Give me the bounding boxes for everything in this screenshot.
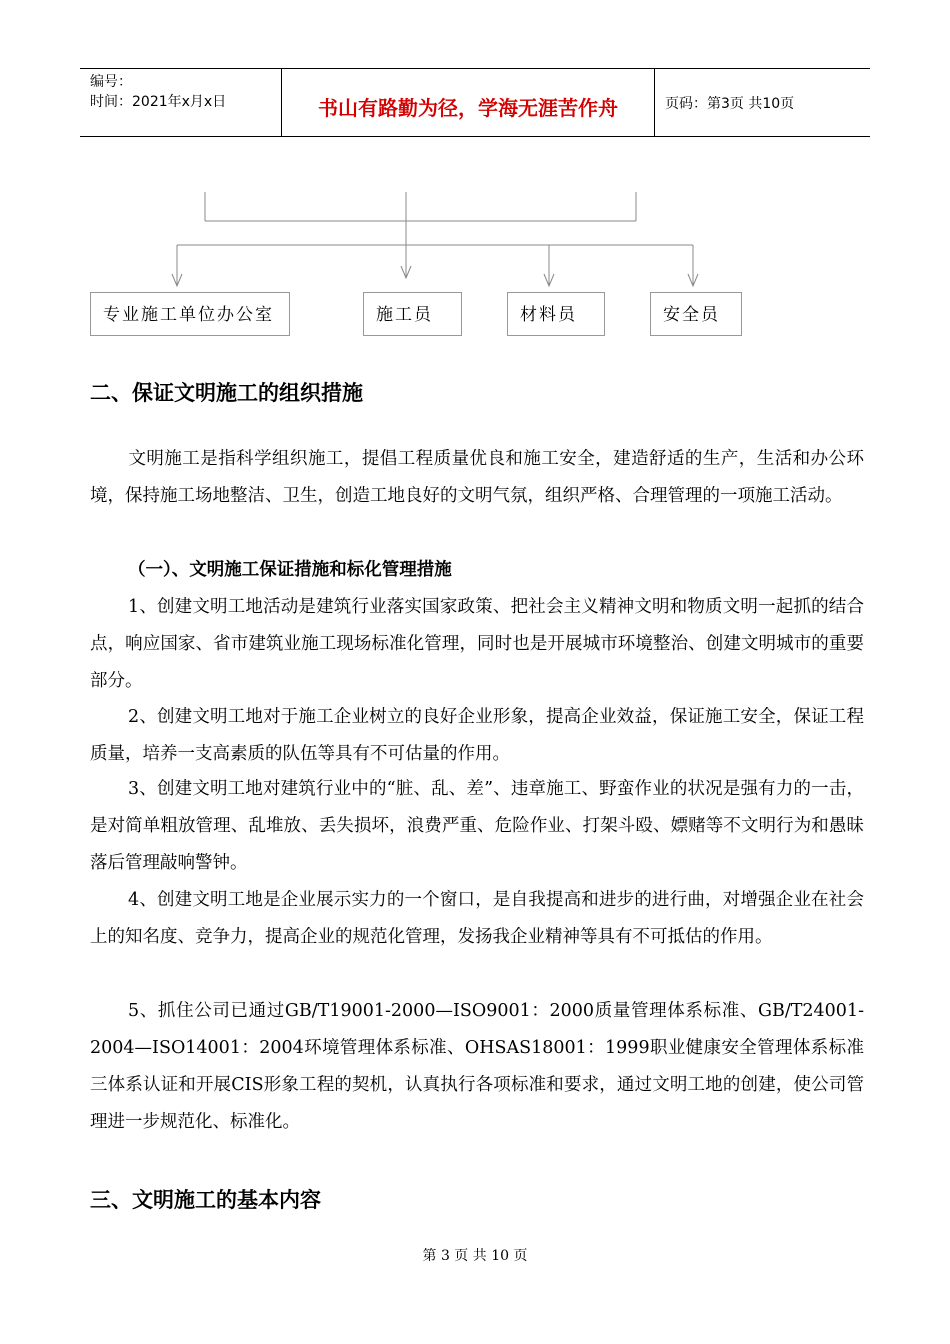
page-footer: 第 3 页 共 10 页 <box>422 1248 528 1264</box>
org-box-materials: 材料员 <box>507 292 605 336</box>
org-box-office: 专业施工单位办公室 <box>90 292 290 336</box>
org-box-safety: 安全员 <box>650 292 742 336</box>
subsection-1-title: （一）、文明施工保证措施和标化管理措施 <box>128 560 452 580</box>
header-number: 编号： <box>90 74 132 90</box>
paragraph-4 <box>90 882 864 956</box>
paragraph-1 <box>90 589 864 700</box>
paragraph-3 <box>90 771 864 882</box>
section-2-title: 二、保证文明施工的组织措施 <box>90 381 363 405</box>
paragraph-5 <box>90 993 864 1141</box>
header-top-border <box>80 68 870 69</box>
section-2-intro <box>90 441 864 515</box>
section-3-title: 三、文明施工的基本内容 <box>90 1188 321 1212</box>
header-page-info: 页码：第3页 共10页 <box>665 96 795 112</box>
header-meta <box>90 72 226 112</box>
paragraph-2 <box>90 699 864 773</box>
org-box-constructor: 施工员 <box>363 292 462 336</box>
paragraph-text: 4、创建文明工地是企业展示实力的一个窗口，是自我提高和进步的进行曲，对增强企业在社会上的知名度、竞争力，提高企业的规范化管理，发扬我企业精神等具有不可抵估的作用。 <box>90 890 864 947</box>
header-motto: 书山有路勤为径，学海无涯苦作舟 <box>318 96 618 120</box>
paragraph-text: 3、创建文明工地对建筑行业中的“脏、乱、差”、违章施工、野蛮作业的状况是强有力的一击，是对简单粗放管理、乱堆放、丢失损坏，浪费严重、危险作业、打架斗殴、嫖赌等不文明行为和愚昧落后管理敲响警钟。 <box>90 779 864 873</box>
paragraph-text: 1、创建文明工地活动是建筑行业落实国家政策、把社会主义精神文明和物质文明一起抓的结合点，响应国家、省市建筑业施工现场标准化管理，同时也是开展城市环境整治、创建文明城市的重要部分。 <box>90 597 864 691</box>
header-bottom-border <box>80 136 870 137</box>
paragraph-text: 5、抓住公司已通过GB/T19001-2000—ISO9001：2000质量管理体系标准、GB/T24001-2004—ISO14001：2004环境管理体系标准、OHSAS18001：1999职业健康安全管理体系标准三体系认证和开展CIS形象工程的契机，认真执行各项标准和要求，通过文明工地的创建，使公司管理进一步规范化、标准化。 <box>90 1001 864 1132</box>
header-divider <box>654 68 655 136</box>
header-time: 时间：2021年x月x日 <box>90 94 227 110</box>
intro-text: 文明施工是指科学组织施工，提倡工程质量优良和施工安全，建造舒适的生产，生活和办公环境，保持施工场地整洁、卫生，创造工地良好的文明气氛，组织严格、合理管理的一项施工活动。 <box>90 449 864 506</box>
paragraph-text: 2、创建文明工地对于施工企业树立的良好企业形象，提高企业效益，保证施工安全，保证工程质量，培养一支高素质的队伍等具有不可估量的作用。 <box>90 707 864 764</box>
